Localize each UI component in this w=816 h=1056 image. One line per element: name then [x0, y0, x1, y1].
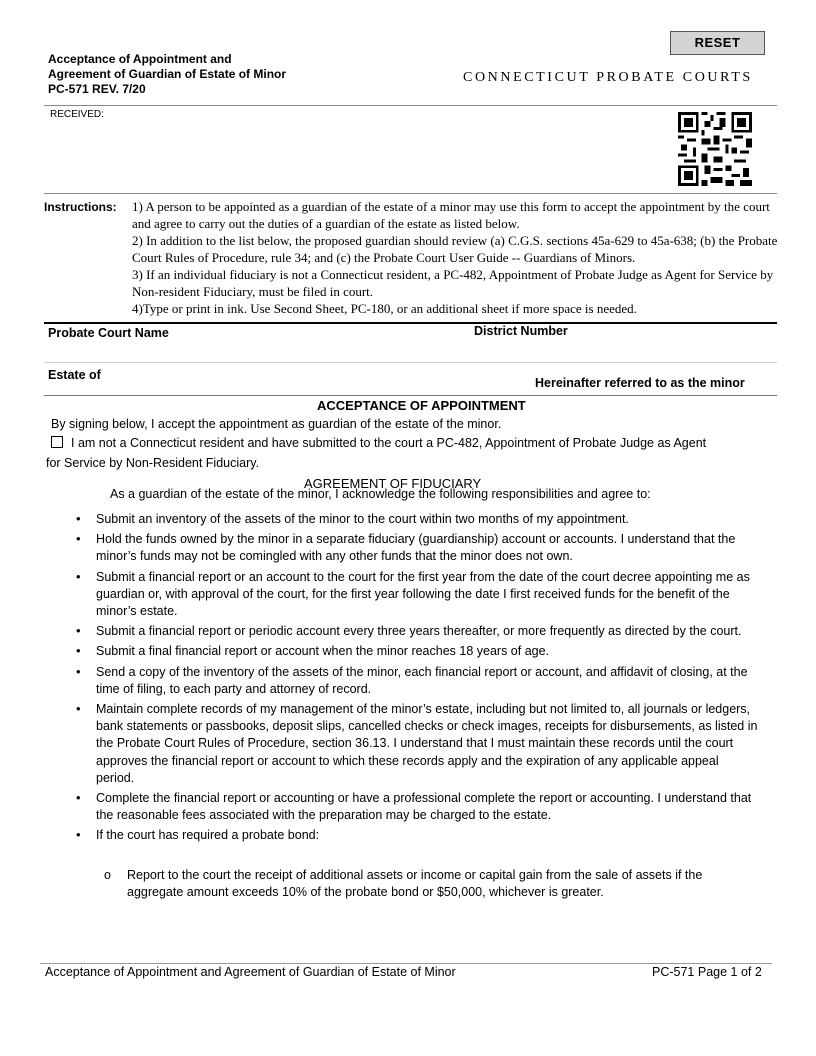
agreement-title: AGREEMENT OF FIDUCIARY — [304, 476, 482, 491]
instructions-bottom-divider — [44, 322, 777, 324]
estate-of-input[interactable] — [110, 366, 510, 388]
duty-text: Send a copy of the inventory of the assets of the minor, each financial report or account, and affidavit of closing, at the time of filing, to each party and attorney of record. — [96, 664, 748, 696]
instruction-item: 4)Type or print in ink. Use Second Sheet, PC-180, or an additional sheet if more space is needed. — [132, 301, 637, 316]
bullet-icon: • — [76, 827, 81, 843]
court-field-divider — [44, 362, 777, 363]
non-resident-checkbox[interactable] — [51, 436, 63, 448]
instructions-list — [132, 198, 782, 317]
bullet-icon: • — [76, 568, 81, 584]
court-name-header: CONNECTICUT PROBATE COURTS — [463, 70, 753, 85]
list-item — [70, 623, 760, 640]
form-title-line2: Agreement of Guardian of Estate of Minor — [48, 67, 287, 81]
list-item — [70, 511, 760, 528]
duties-list — [70, 511, 760, 845]
instruction-item: 1) A person to be appointed as a guardian of the estate of a minor may use this form to accept the appointment by the court and agree to carry out the duties of a guardian of the estate as listed below. — [132, 199, 770, 231]
duty-text: Maintain complete records of my management of the minor’s estate, including but not limited to, all journals or ledgers, bank statements or passbooks, deposit slips, cancelled checks or check images, receipts for disbursements, as listed in the Probate Court Rules of Procedure, section 36.13. I understand that I must maintain these records until the court approves the financial report or account to which these records apply and the expiration of any applicable appeal period. — [96, 702, 758, 785]
duty-text: Hold the funds owned by the minor in a separate fiduciary (guardianship) account or accounts. I understand that the minor’s funds may not be comingled with any other funds that the minor does not own. — [96, 532, 736, 564]
acceptance-statement: By signing below, I accept the appointment as guardian of the estate of the minor. — [51, 417, 502, 431]
bond-sub-item-text: Report to the court the receipt of additional assets or income or capital gain from the sale of assets if the aggregate amount exceeds 10% of the probate bond or $50,000, whichever is greater. — [127, 868, 703, 900]
minor-reference-label: Hereinafter referred to as the minor — [535, 376, 745, 390]
duty-text: Submit a financial report or an account to the court for the first year from the date of the court decree appointing me as guardian or, with approval of the court, for the first year following the date I first received funds for the benefit of the minor’s estate. — [96, 569, 750, 619]
non-resident-text-line1: I am not a Connecticut resident and have submitted to the court a PC-482, Appointment of Probate Judge as Agent — [71, 436, 707, 450]
bond-sub-item — [104, 867, 754, 901]
estate-divider — [44, 395, 777, 396]
reset-button[interactable]: RESET — [670, 31, 765, 55]
acceptance-title: ACCEPTANCE OF APPOINTMENT — [317, 398, 526, 413]
duty-text: Submit a financial report or periodic account every three years thereafter, or more frequently as directed by the court. — [96, 624, 742, 639]
bullet-icon: • — [76, 701, 81, 717]
list-item — [70, 531, 760, 565]
instructions-label: Instructions: — [44, 200, 117, 214]
instructions-top-divider — [44, 193, 777, 194]
instruction-item: 2) In addition to the list below, the proposed guardian should review (a) C.G.S. sections 45a-629 to 45a-638; (b) the Probate Court Rules of Procedure, rule 34; and (c) the Probate Court User Guide -- Guardians of Minors. — [132, 233, 778, 265]
duty-text: If the court has required a probate bond: — [96, 828, 320, 843]
list-item — [70, 790, 760, 824]
district-number-label: District Number — [474, 324, 568, 338]
list-item — [70, 643, 760, 660]
bullet-icon: • — [76, 643, 81, 659]
list-item — [70, 701, 760, 787]
qr-code-icon — [678, 112, 752, 186]
list-item — [70, 569, 760, 621]
footer-page-number: PC-571 Page 1 of 2 — [652, 965, 762, 979]
duty-text: Complete the financial report or accounting or have a professional complete the report or accounting. I understand that the reasonable fees associated with the preparation may be charged to the estate. — [96, 791, 752, 823]
received-label: RECEIVED: — [50, 109, 104, 120]
probate-court-name-input[interactable] — [48, 341, 468, 361]
bullet-icon: • — [76, 623, 81, 639]
probate-court-name-label: Probate Court Name — [48, 326, 169, 340]
list-item — [70, 827, 760, 844]
bullet-icon: • — [76, 663, 81, 679]
footer-divider — [40, 963, 772, 964]
non-resident-text-line2: for Service by Non-Resident Fiduciary. — [46, 456, 260, 470]
district-number-input[interactable] — [474, 341, 774, 361]
duty-text: Submit a final financial report or account when the minor reaches 18 years of age. — [96, 644, 550, 659]
form-title-line1: Acceptance of Appointment and — [48, 52, 232, 66]
bullet-icon: • — [76, 511, 81, 526]
form-code: PC-571 REV. 7/20 — [48, 82, 146, 96]
footer-form-title: Acceptance of Appointment and Agreement of Guardian of Estate of Minor — [45, 965, 456, 979]
header-divider — [44, 105, 777, 106]
form-title — [48, 52, 348, 97]
list-item — [70, 664, 760, 698]
bullet-icon: • — [76, 531, 81, 547]
instruction-item: 3) If an individual fiduciary is not a Connecticut resident, a PC-482, Appointment of Probate Judge as Agent for Service by Non-resident Fiduciary, must be filed in court. — [132, 267, 774, 299]
duty-text: Submit an inventory of the assets of the minor to the court within two months of my appointment. — [96, 512, 629, 526]
circle-bullet-icon: o — [104, 868, 111, 882]
agreement-intro: As a guardian of the estate of the minor, I acknowledge the following responsibilities and agree to: — [110, 487, 651, 501]
estate-of-label: Estate of — [48, 368, 101, 382]
bullet-icon: • — [76, 790, 81, 806]
